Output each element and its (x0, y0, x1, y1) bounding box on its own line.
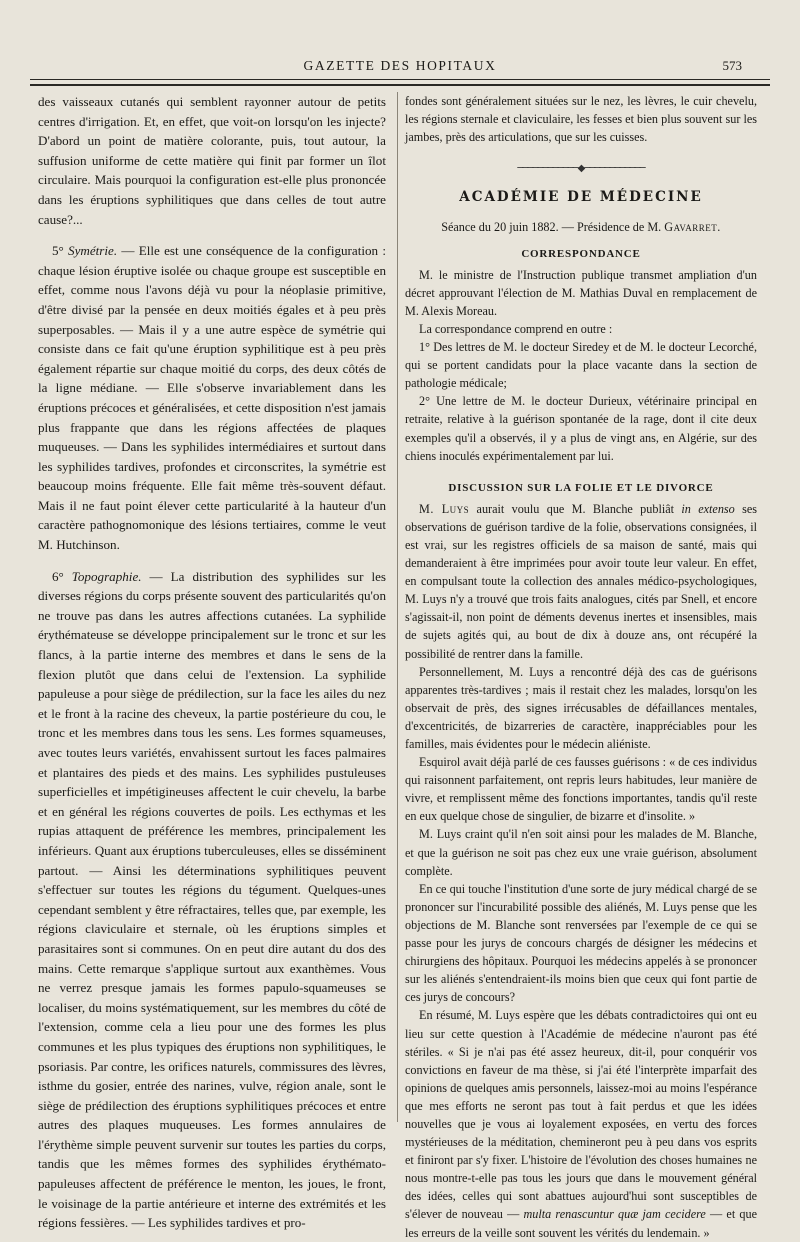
paragraph-c4: 2° Une lettre de M. le docteur Durieux, vétérinaire principal en retraite, relative à la guérison spontanée de la rage, dont il cite deux exemples qu'il a observés, il y a plus de vingt ans, en Algérie, sur des chiens inoculés expérimentalement par lui. (405, 394, 757, 463)
subheading-correspondance: CORRESPONDANCE (521, 247, 641, 260)
session-line (405, 218, 757, 236)
column-divider (397, 92, 398, 1122)
subheading-discussion: DISCUSSION SUR LA FOLIE ET LE DIVORCE (448, 481, 714, 494)
spacer (405, 465, 757, 473)
paragraph-topographie-cont: fondes sont généralement situées sur le nez, les lèvres, le cuir chevelu, les régions sternale et claviculaire, les fesses et bien plus souvent sur les jambes, près des articulations, que sur les cuisses. (405, 94, 757, 145)
page-number: 573 (722, 58, 742, 73)
paragraph-configuration-cont: des vaisseaux cutanés qui semblent rayonner autour de petits centres d'irrigation. Et, en effet, que voit-on lorsqu'on les injecte? D'abord un point de matière colorante, puis, tout autour, la suffusion uniforme de cette matière qui finit par former un îlot circulaire. Mais pourquoi la configuration est-elle plus prononcée dans les éruptions syphilitiques que dans celles de tout autre cause?... (38, 94, 386, 227)
text-run: aurait voulu que M. Blanche publiât (469, 501, 682, 516)
paragraph-d5: En ce qui touche l'institution d'une sorte de jury médical chargé de se prononcer sur l'incurabilité possible des aliénés, M. Luys pense que les objections de M. Blanche sont renversées par l'exemple de ce qui se passe pour les jurys de concours chargés de désigner les médecins et chirurgiens des hôpitaux. Pourquoi les médecins appelés à se prononcer sur les aliénés s'entendraient-ils moins bien que ceux qui font partie de ces jurys de concours? (405, 881, 757, 1005)
section-title: ACADÉMIE DE MÉDECINE (459, 189, 703, 206)
paragraph-symetrie (38, 241, 386, 555)
session-president: Gavarret. (664, 220, 721, 235)
header-rule-thick (30, 84, 770, 86)
paragraph-topographie (38, 567, 386, 1233)
ornament-divider: ────────────◆──────────── (517, 163, 645, 175)
italic-phrase: in extenso (681, 501, 735, 516)
paragraph-body: — La distribution des syphilides sur les diverses régions du corps présente souvent des particularités qu'on ne trouve pas dans les autres affections cutanées. La syphilide érythémateuse se développe principalement sur le tronc et sur les flancs, à la partie interne des membres et dans le sens de la flexion plutôt que dans celui de l'extension. La syphilide papuleuse a pour siège de prédilection, sur la face les ailes du nez et le front à la racine des cheveux, la partie postérieure du cou, le tronc et les membres dans tous les sens. Les formes squameuses, avec toutes leurs variétés, envahissent surtout les faces palmaires et plantaires des pieds et des mains. Les syphilides pustuleuses superficielles et impétigineuses affectent le cuir chevelu, la barbe et en général les régions couvertes de poils. Les ecthymas et les rupias attaquent de préférence les membres, principalement les inférieurs. Quant aux éruptions tuberculeuses, elles se disséminent partout. — Ainsi les déterminations syphilitiques peuvent s'effectuer sur toutes les régions du tégument. Quelques-unes cependant semblent y être réfractaires, telles que, par exemple, les régions claviculaire et sternale, où les éruptions simples et parasitaires sont si communes. On en peut dire autant du dos des mains. Cette remarque s'applique surtout aux exanthèmes. Vous ne verrez presque jamais les formes papulo-squameuses se localiser, du moins systématiquement, sur les membres du côté de l'extension, comme cela a lieu pour une des formes les plus communes et les plus typiques des éruptions non syphilitiques, le psoriasis. Par contre, les orifices naturels, commissures des lèvres, isthme du gosier, entrée des narines, vulve, région anale, sont le siège de prédilection des éruptions syphilitiques précoces et entre autres des plaques muqueuses. Les formes annulaires de l'érythème simple peuvent survenir sur toutes les parties du corps, tandis que les mêmes formes des syphilides érythémato-papuleuses affectent de préférence le menton, les joues, le front, le voisinage de la partie antérieure et interne des extrémités et les régions fessières. — Les syphilides tardives et pro- (38, 568, 386, 1231)
text-run: ses observations de guérison tardive de la folie, observations consignées, il est vrai, sur les registres officiels de sa maison de santé, mais qui demanderaient à être imprimées pour avoir toute leur valeur. En effet, en compulsant toute la collection des annales médico-psychologiques, M. Luys n'y a trouvé que trois faits analogues, cités par Snell, et encore s'agissait-il, non point de déments devenus inertes et insensibles, mais de sujets agités qui, au bout de dix à douze ans, ont récupéré la possibilité de rentrer dans la famille. (405, 501, 757, 661)
item-number: 5° (52, 243, 69, 259)
paragraph-c2: La correspondance comprend en outre : (419, 321, 613, 336)
header-rule-thin (30, 79, 770, 80)
text-run: — et que les erreurs de la veille sont souvent les vérités du lendemain. » (405, 1207, 757, 1240)
paragraph-d4: M. Luys craint qu'il n'en soit ainsi pour les malades de M. Blanche, et que la guérison ne soit pas chez eux une vraie guérison, absolument complète. (405, 827, 757, 878)
latin-quote: multa renascuntur quæ jam cecidere (523, 1207, 706, 1222)
paragraph-c1: M. le ministre de l'Instruction publique transmet ampliation d'un décret approuvant l'élection de M. Mathias Duval en remplacement de M. Alexis Moreau. (405, 267, 757, 318)
right-column (405, 92, 757, 1242)
paragraph-d2: Personnellement, M. Luys a rencontré déjà des cas de guérisons apparentes très-tardives ; mais il restait chez les malades, lorsqu'on les observait de près, des signes irrécusables de défaillances mentales, d'excentricités, de bizarreries de caractère, inappréciables pour les familles, mais évidentes pour le médecin aliéniste. (405, 664, 757, 751)
speaker-name: M. Luys (419, 501, 470, 516)
paragraph-d1 (405, 500, 757, 663)
item-heading-symetrie: Symétrie. (68, 243, 118, 259)
paragraph-d6 (405, 1006, 757, 1241)
paragraph-body: — Elle est une conséquence de la configuration : chaque lésion éruptive isolée ou chaque groupe est susceptible en effet, comme nous l'avons déjà vu pour la néoplasie primitive, d'être divisé par la pensée en deux moitiés égales et à peu près superposables. — Mais il y a une autre espèce de symétrie qui consiste dans ce fait qu'une éruption syphilitique est à peu près également répartie sur chaque moitié du corps, des deux côtés de la ligne médiane. — Elle s'observe invariablement dans les éruptions précoces et généralisées, et cette disposition n'est jamais plus frappante que dans les régions affectées de plaques muqueuses. — Dans les syphilides intermédiaires et surtout dans les syphilides tardives, profondes et circonscrites, la symétrie est beaucoup moins fréquente. Elle fait même très-souvent défaut. Mais il ne faut point élever cette particularité à la hauteur d'un caractère pathognomonique des lésions tertiaires, comme le veut M. Hutchinson. (38, 243, 386, 553)
text-run: En résumé, M. Luys espère que les débats contradictoires qui ont eu lieu sur cette question à l'Académie de médecine n'auront pas été stériles. « Si je n'ai pas été assez heureux, dit-il, pour conquérir vos convictions en faveur de ma thèse, si j'ai été l'interprète imparfait des opinions de quelques amis personnels, laissez-moi au moins l'espérance que mes efforts ne seront pas tout à fait perdus et que les idées nouvelles que je vous ai loyalement exposées, en vertu des forces mystérieuses de la méditation, chemineront peu à peu dans vos esprits et finiront par s'y fixer. L'histoire de l'évolution des choses humaines ne nous montre-t-elle pas tous les jours que dans le mouvement général des idées, celles qui sont abattues aujourd'hui sont susceptibles de s'élever de nouveau — (405, 1008, 757, 1222)
item-heading-topographie: Topographie. (71, 568, 142, 584)
paragraph-d3: Esquirol avait déjà parlé de ces fausses guérisons : « de ces individus qui raisonnent parfaitement, ont repris leurs habitudes, leur manière de vivre, et remplissent même des fonctions importantes, tandis qu'il reste en eux quelque chose de singulier, de bizarre et d'insolite. » (405, 755, 757, 824)
paragraph-c3: 1° Des lettres de M. le docteur Siredey et de M. le docteur Lecorché, qui se portent candidats pour la place vacante dans la section de pathologie médicale; (405, 340, 757, 391)
journal-title: GAZETTE DES HOPITAUX (303, 58, 497, 73)
session-date: Séance du 20 juin 1882. — Présidence de M. (441, 220, 665, 235)
item-number: 6° (52, 568, 72, 584)
left-column (38, 92, 386, 1233)
